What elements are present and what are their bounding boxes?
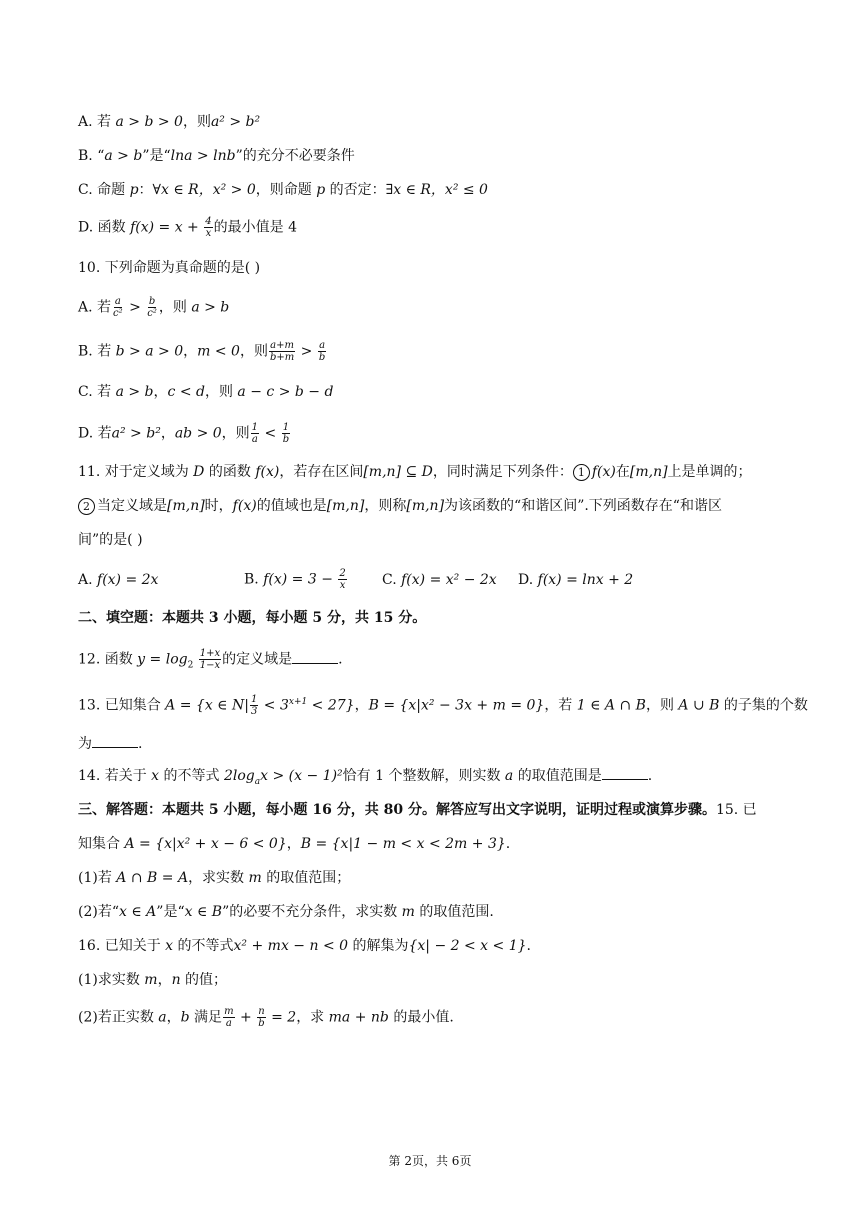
text: ”的必要不充分条件，求实数 — [222, 904, 402, 920]
math: < — [260, 425, 281, 442]
fraction — [146, 296, 158, 319]
q11-options — [78, 568, 633, 591]
q11-option-d — [518, 570, 633, 590]
numerator: 4 — [205, 216, 212, 227]
text: . — [138, 736, 143, 752]
text: . — [505, 836, 511, 852]
text: . — [526, 938, 531, 954]
math: f(x) — [232, 498, 257, 514]
denominator: 3 — [250, 706, 258, 718]
q11-line-1 — [78, 462, 752, 482]
text: 11. 对于定义域为 — [78, 464, 194, 480]
q16-line-1 — [78, 936, 531, 956]
text: 的值域也是 — [256, 498, 327, 514]
text: 当定义域是 — [97, 498, 167, 514]
math: a > b — [115, 384, 154, 400]
text: 在 — [615, 464, 630, 480]
denominator: b — [282, 434, 290, 445]
text: ，同时满足下列条件： — [432, 464, 573, 480]
text: ，若 — [544, 697, 577, 714]
q15-part-2 — [78, 902, 494, 922]
text: ，若存在区间 — [279, 464, 364, 480]
text: 的函数 — [204, 464, 256, 480]
fraction — [269, 340, 295, 363]
math: m — [401, 904, 415, 920]
q9-option-b — [78, 146, 355, 166]
math: ma + nb — [328, 1009, 389, 1026]
math: ∀x ∈ R，x² > 0 — [152, 182, 256, 198]
text: 为该函数的“和谐区间”.下列函数存在“和谐区 — [444, 498, 722, 514]
text: ， — [153, 384, 168, 400]
text: ， — [183, 343, 198, 360]
text: D. — [518, 571, 538, 588]
math: y = log — [137, 651, 188, 668]
math: B = {x|x² − 3x + m = 0} — [368, 697, 545, 714]
math: a — [158, 1009, 167, 1026]
text: C. — [382, 571, 402, 588]
math: x — [151, 768, 160, 784]
text: ，则称 — [364, 498, 407, 514]
q10-option-d — [78, 422, 291, 445]
math: ∃x ∈ R，x² ≤ 0 — [385, 182, 488, 198]
math: m — [248, 870, 262, 886]
math: m < 0 — [197, 343, 240, 360]
numerator: a — [319, 340, 326, 351]
denominator: 1−x — [199, 660, 221, 671]
math: 2log — [223, 768, 255, 784]
math: {x| − 2 < x < 1} — [408, 938, 527, 954]
denominator: a — [251, 434, 258, 445]
math: n — [171, 972, 181, 988]
text: ，则 — [204, 384, 238, 400]
q11-option-b — [244, 568, 382, 591]
math: p — [316, 182, 326, 198]
text: 的子集的个数 — [719, 697, 808, 714]
denominator: b — [318, 352, 326, 363]
math: f(x) — [255, 464, 280, 480]
math: x² + mx − n < 0 — [233, 938, 349, 954]
text: B. “ — [78, 148, 105, 164]
math: lna > lnb — [170, 148, 236, 164]
text: C. 命题 — [78, 182, 130, 198]
text: ”是“ — [142, 148, 171, 164]
math: [m,n] — [167, 498, 205, 514]
text: D. 函数 — [78, 219, 131, 236]
q11-option-c — [382, 570, 518, 590]
q11-line-3: 间”的是( ) — [78, 532, 143, 548]
math: b — [180, 1009, 190, 1026]
q10-option-c — [78, 382, 333, 402]
text: 16. 已知关于 — [78, 938, 166, 954]
text: ”的充分不必要条件 — [235, 148, 355, 164]
circled-number: 2 — [78, 498, 95, 515]
text: (2)若正实数 — [78, 1009, 159, 1026]
math: A ∪ B — [678, 697, 720, 714]
text: ，则 — [221, 425, 250, 442]
text: ， — [166, 1009, 181, 1026]
text: ， — [160, 425, 175, 442]
text: ，则 — [239, 343, 268, 360]
q16-part-2 — [78, 1006, 454, 1029]
numerator: a — [114, 296, 121, 307]
text: ”是“ — [156, 904, 185, 920]
q14 — [78, 766, 652, 792]
math: [m,n] — [326, 498, 365, 514]
fraction — [250, 694, 258, 717]
fraction — [251, 422, 259, 445]
q16-part-1 — [78, 970, 227, 990]
text: D. 若 — [78, 425, 112, 442]
circled-number: 1 — [573, 464, 590, 481]
math: x > (x − 1)² — [260, 768, 343, 784]
math: a > b — [104, 148, 143, 164]
text: 上是单调的； — [667, 464, 752, 480]
math: a — [504, 768, 514, 784]
text: 为 — [78, 736, 92, 752]
math: x — [165, 938, 174, 954]
text: 恰有 1 个整数解，则实数 — [342, 768, 505, 784]
math: c < d — [167, 384, 205, 400]
q11-option-a — [78, 570, 244, 590]
section-3-title: 三、解答题：本题共 5 小题，每小题 16 分，共 80 分。解答应写出文字说明，证明过程或演算步骤。 — [78, 802, 716, 818]
text: ，则 — [158, 299, 192, 316]
math: A = {x|x² + x − 6 < 0} — [124, 836, 287, 852]
fraction — [199, 648, 221, 671]
math: 1 ∈ A ∩ B — [576, 697, 646, 714]
text: ，则 — [182, 114, 211, 130]
text: 的不等式 — [159, 768, 224, 784]
text: 的值； — [180, 972, 228, 988]
math: f(x) = lnx + 2 — [537, 571, 634, 588]
text: (1)求实数 — [78, 972, 145, 988]
numerator: 1 — [282, 422, 290, 433]
text: 的解集为 — [348, 938, 409, 954]
text: (2)若“ — [78, 904, 119, 920]
q9-option-a — [78, 112, 260, 132]
math: a² > b² — [111, 425, 161, 442]
math: ab > 0 — [174, 425, 222, 442]
math: m — [144, 972, 158, 988]
q13-line-2 — [78, 734, 142, 754]
math: a − c > b − d — [237, 384, 334, 400]
text: 13. 已知集合 — [78, 697, 166, 714]
text: . — [647, 768, 653, 784]
text: 15. 已 — [715, 802, 757, 818]
math: x ∈ B — [184, 904, 223, 920]
text: ， — [354, 697, 369, 714]
section-2-title: 二、填空题：本题共 3 小题，每小题 5 分，共 15 分。 — [78, 610, 427, 626]
denominator: b — [258, 1018, 265, 1029]
text: ，求实数 — [188, 870, 249, 886]
text: A. 若 — [78, 114, 116, 130]
math: < 3 — [259, 697, 289, 714]
q12 — [78, 648, 343, 675]
denominator: c² — [147, 308, 157, 319]
numerator: a+m — [270, 340, 294, 351]
math: [m,n] — [629, 464, 668, 480]
denominator: b+m — [269, 352, 295, 363]
text: B. 若 — [78, 343, 116, 360]
text: A. 若 — [78, 299, 112, 316]
numerator: 1 — [251, 422, 259, 433]
text: A. — [78, 571, 98, 588]
math: = 2 — [266, 1009, 297, 1026]
superscript: x+1 — [288, 697, 308, 707]
fraction — [282, 422, 290, 445]
q10-stem: 10. 下列命题为真命题的是( ) — [78, 260, 261, 276]
text: 满足 — [189, 1009, 223, 1026]
text: 的取值范围是 — [513, 768, 602, 784]
fraction — [318, 340, 326, 363]
answer-blank — [92, 735, 138, 748]
math: > — [296, 343, 317, 360]
math: a > b > 0 — [115, 114, 183, 130]
q15-part-1 — [78, 868, 350, 888]
text: 知集合 — [78, 836, 125, 852]
math: > — [124, 299, 146, 316]
text: 的否定： — [325, 182, 386, 198]
math: D — [193, 464, 205, 480]
text: 12. 函数 — [78, 651, 138, 668]
fraction — [223, 1006, 234, 1029]
math: p — [129, 182, 139, 198]
section-3-line — [78, 800, 757, 820]
text: C. 若 — [78, 384, 116, 400]
math: [m,n] ⊆ D — [363, 464, 433, 480]
text: 时， — [204, 498, 233, 514]
fraction — [204, 216, 212, 239]
fraction — [257, 1006, 265, 1029]
math: B = {x|1 − m < x < 2m + 3} — [300, 836, 506, 852]
subscript: a — [254, 776, 261, 787]
denominator: x — [205, 228, 212, 239]
numerator: 1 — [250, 694, 258, 706]
text: 的取值范围； — [261, 870, 351, 886]
denominator: x — [339, 580, 346, 591]
math: f(x) = 2x — [97, 571, 159, 588]
denominator: c² — [113, 308, 123, 319]
numerator: 2 — [339, 568, 346, 579]
text: ， — [286, 836, 301, 852]
numerator: n — [258, 1006, 265, 1017]
numerator: m — [224, 1006, 234, 1017]
math: f(x) = 3 − — [263, 571, 338, 588]
text: ，则 — [645, 697, 679, 714]
numerator: 1+x — [199, 648, 221, 659]
q15-line-1 — [78, 834, 510, 854]
answer-blank — [602, 767, 648, 780]
text: 的最小值是 4 — [213, 219, 297, 236]
q13-line-1 — [78, 692, 808, 717]
numerator: b — [148, 296, 156, 307]
q11-line-2 — [78, 496, 722, 516]
q9-option-d — [78, 216, 297, 239]
math: A ∩ B = A — [116, 870, 189, 886]
math: f(x) = x² − 2x — [401, 571, 497, 588]
math: < 27} — [307, 697, 355, 714]
text: ， — [157, 972, 172, 988]
q10-option-a — [78, 296, 229, 319]
math: + — [235, 1009, 257, 1026]
math: A = {x ∈ N| — [165, 697, 249, 714]
text: ： — [138, 182, 153, 198]
text: 的不等式 — [173, 938, 234, 954]
text: 14. 若关于 — [78, 768, 152, 784]
math: f(x) = x + — [130, 219, 204, 236]
fraction — [112, 296, 124, 319]
text: B. — [244, 571, 264, 588]
text: . — [338, 651, 343, 668]
q9-option-c — [78, 180, 488, 200]
subscript: 2 — [187, 660, 194, 671]
math: [m,n] — [406, 498, 445, 514]
text: ，求 — [296, 1009, 329, 1026]
text: ，则命题 — [255, 182, 317, 198]
math: a > b — [191, 299, 230, 316]
math: x ∈ A — [119, 904, 157, 920]
text: (1)若 — [78, 870, 117, 886]
answer-blank — [292, 651, 338, 664]
denominator: a — [225, 1018, 232, 1029]
q10-option-b — [78, 340, 327, 363]
text: 的定义域是 — [222, 651, 293, 668]
text: 的取值范围. — [414, 904, 494, 920]
math: f(x) — [591, 464, 616, 480]
math: b > a > 0 — [115, 343, 184, 360]
math: a² > b² — [210, 114, 261, 130]
page-footer: 第 2页，共 6页 — [388, 1154, 472, 1168]
fraction — [338, 568, 346, 591]
text: 的最小值. — [388, 1009, 454, 1026]
